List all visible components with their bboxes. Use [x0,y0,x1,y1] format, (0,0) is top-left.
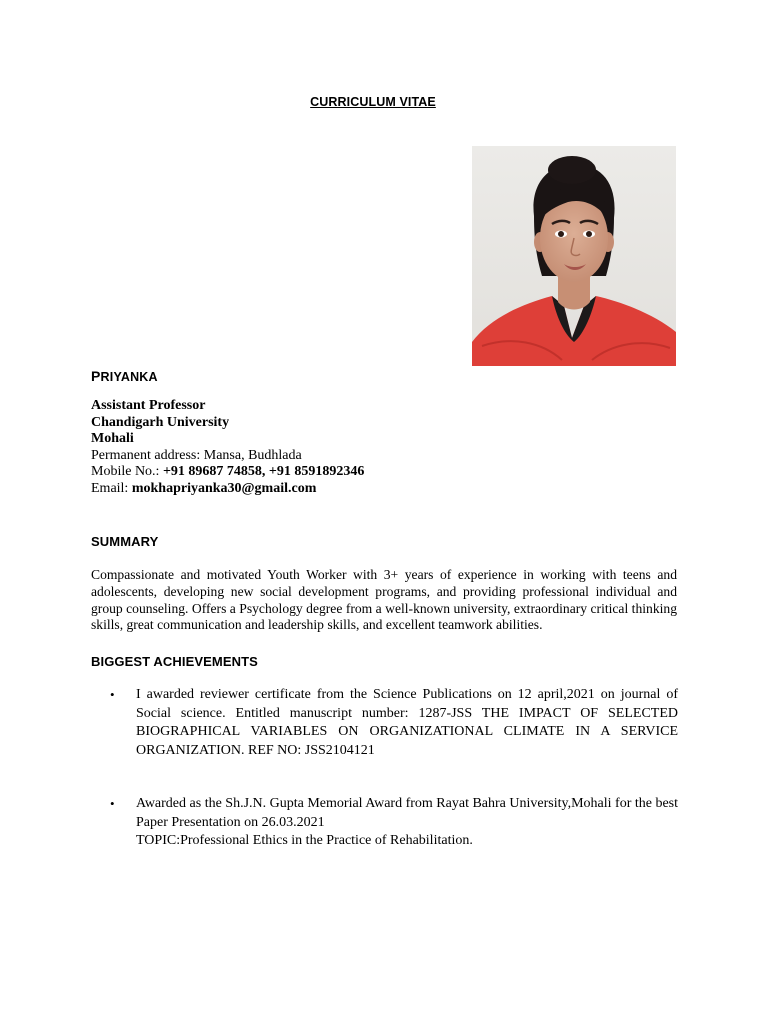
achievement-text: I awarded reviewer certificate from the Science Publications on 12 april,2021 on journal of Social science. Entitled manuscript number: 1287-JSS THE IMPACT OF SELECTED BIOGRAPHICAL VARIABLES ON ORGANIZATIONAL CLIMATE IN A SERVICE ORGANIZATION. REF NO: JSS2104121 [136,687,678,758]
bullet-icon: • [110,796,115,811]
email-value: mokhapriyanka30@gmail.com [131,480,317,496]
bullet-icon: • [110,687,115,702]
mobile [91,464,364,481]
institution: Chandigarh University [91,414,230,430]
designation: Assistant Professor [91,398,206,413]
portrait-icon [472,146,676,366]
document-title: CURRICULUM VITAE [310,95,436,109]
permanent-address-value: Mansa, Budhlada [203,447,302,463]
mobile-value: +91 89687 74858, +91 8591892346 [162,464,365,479]
list-item [110,795,678,851]
achievements-heading: BIGGEST ACHIEVEMENTS [91,654,258,669]
mobile-label: Mobile No.: [91,464,160,479]
name-first-letter: P [91,368,101,384]
permanent-address-label: Permanent address: [91,447,201,463]
city: Mohali [91,431,134,446]
permanent-address [91,448,364,465]
achievement-text: Awarded as the Sh.J.N. Gupta Memorial Award from Rayat Bahra University,Mohali for the best Paper Presentation on 26.03.2021 [136,796,679,830]
contact-block [91,398,364,497]
email-label: Email: [91,480,129,496]
name-rest: RIYANKA [100,370,158,384]
summary-heading: SUMMARY [91,534,159,549]
profile-photo [472,146,676,366]
candidate-name [91,368,158,384]
summary-text: Compassionate and motivated Youth Worker with 3+ years of experience in working with teens and adolescents, developing new social development programs, and providing professional individual and group counseling. Offers a Psychology degree from a well-known university, extraordinary critical thinking skills, great communication and leadership skills, and excellent teamwork abilities. [91,567,677,633]
achievements-list [110,686,678,851]
list-item [110,686,678,760]
email [91,481,364,498]
achievement-topic: TOPIC:Professional Ethics in the Practice of Rehabilitation. [136,833,473,848]
